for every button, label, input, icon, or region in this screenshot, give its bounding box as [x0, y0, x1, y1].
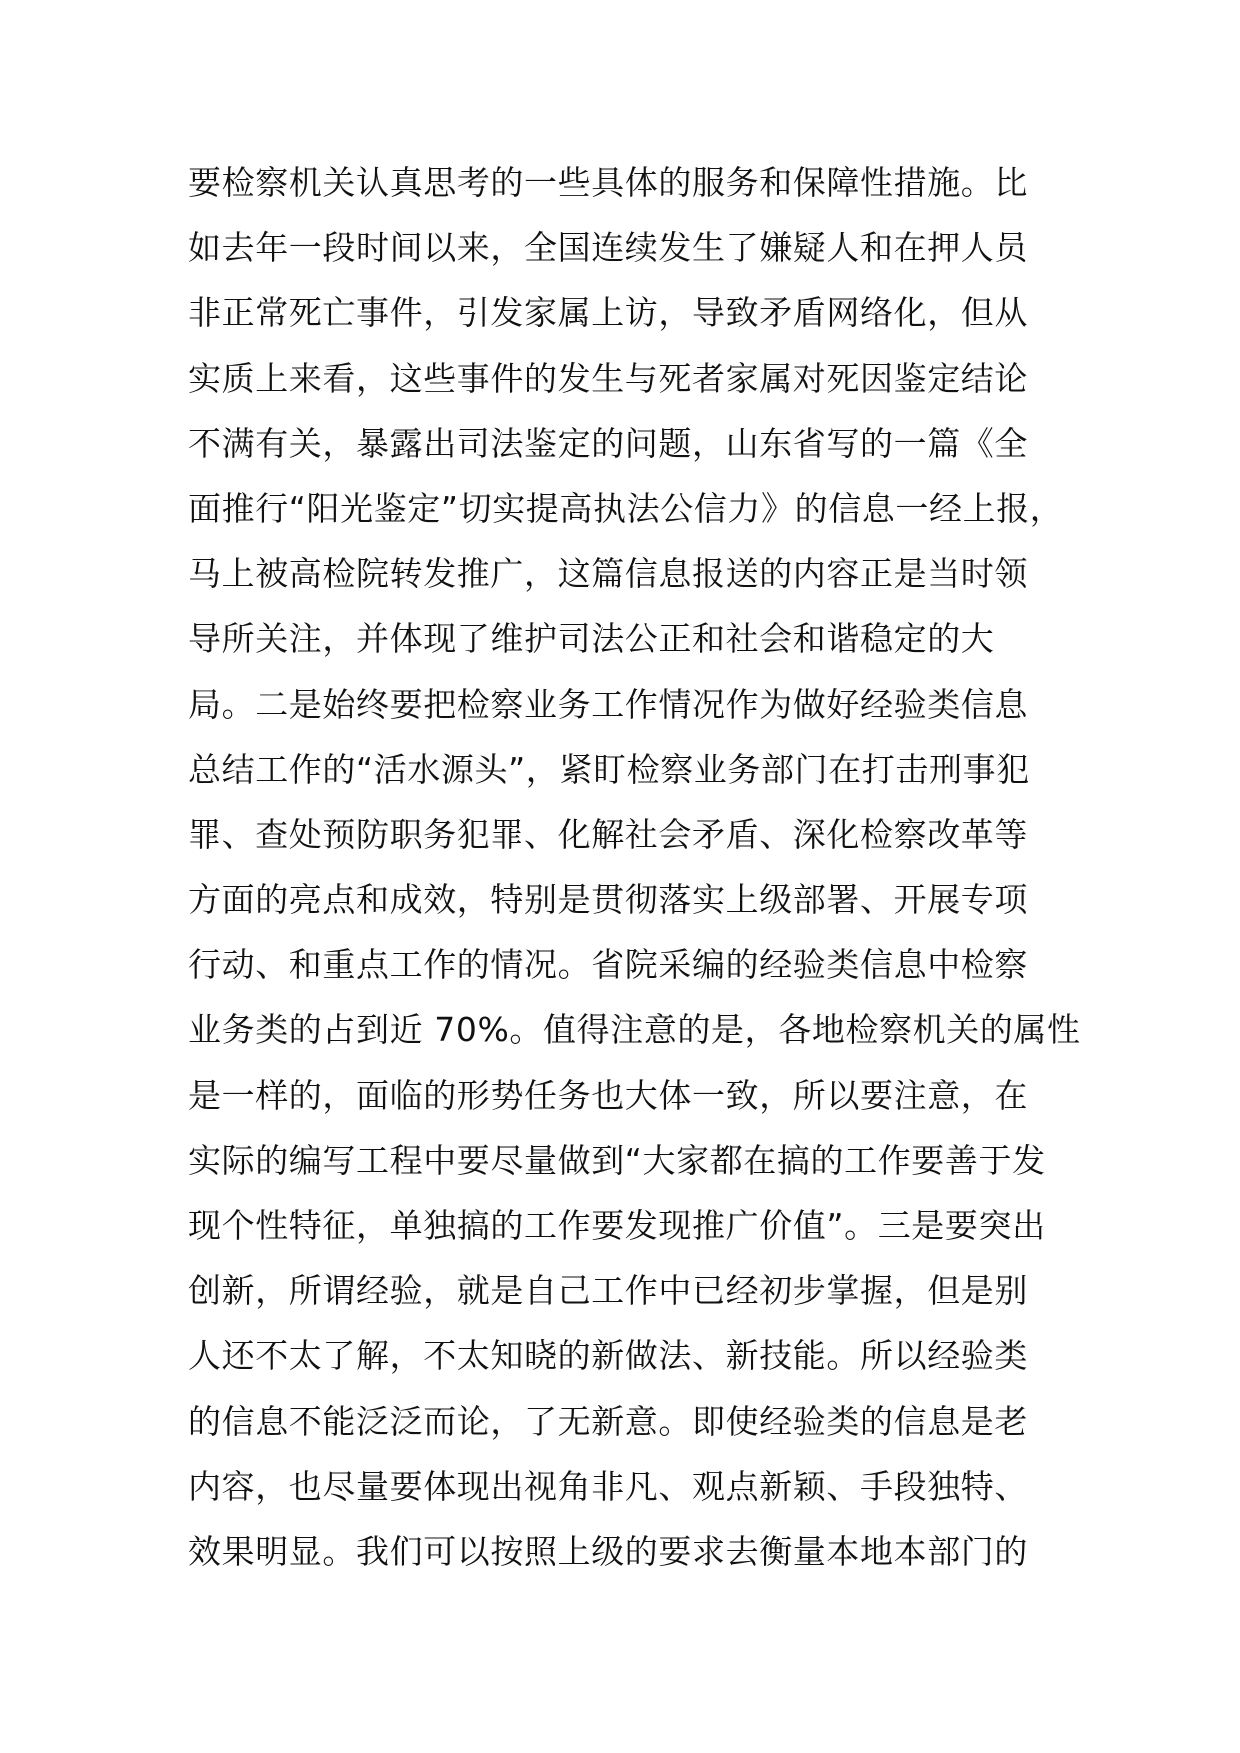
- text-line: 方面的亮点和成效，特别是贯彻落实上级部署、开展专项: [188, 880, 1028, 920]
- text-line: 实质上来看，这些事件的发生与死者家属对死因鉴定结论: [188, 358, 1028, 398]
- text-line: 人还不太了解，不太知晓的新做法、新技能。所以经验类: [188, 1336, 1028, 1376]
- body-text: [188, 156, 1088, 1590]
- text-line: 现个性特征，单独搞的工作要发现推广价值”。三是要突出: [188, 1206, 1046, 1245]
- text-line: 罪、查处预防职务犯罪、化解社会矛盾、深化检察改革等: [188, 814, 1028, 854]
- text-line: 创新，所谓经验，就是自己工作中已经初步掌握，但是别: [188, 1271, 1028, 1311]
- text-line: 非正常死亡事件，引发家属上访，导致矛盾网络化，但从: [188, 293, 1028, 333]
- text-line: 导所关注，并体现了维护司法公正和社会和谐稳定的大: [188, 619, 995, 659]
- text-line: 不满有关，暴露出司法鉴定的问题，山东省写的一篇《全: [188, 423, 1028, 463]
- text-line: 如去年一段时间以来，全国连续发生了嫌疑人和在押人员: [188, 228, 1028, 268]
- text-line: 的信息不能泛泛而论，了无新意。即使经验类的信息是老: [188, 1401, 1028, 1441]
- text-line: 面推行“阳光鉴定”切实提高执法公信力》的信息一经上报，: [188, 488, 1064, 528]
- text-line: 是一样的，面临的形势任务也大体一致，所以要注意，在: [188, 1075, 1028, 1115]
- text-line: 效果明显。我们可以按照上级的要求去衡量本地本部门的: [188, 1531, 1028, 1571]
- text-line: 局。二是始终要把检察业务工作情况作为做好经验类信息: [188, 684, 1028, 724]
- text-line: 业务类的占到近 70%。值得注意的是，各地检察机关的属性: [188, 1010, 1081, 1050]
- text-line: 实际的编写工程中要尽量做到“大家都在搞的工作要善于发: [188, 1140, 1046, 1180]
- text-line: 内容，也尽量要体现出视角非凡、观点新颖、手段独特、: [188, 1466, 1028, 1506]
- text-line: 马上被高检院转发推广，这篇信息报送的内容正是当时领: [188, 554, 1028, 594]
- text-line: 总结工作的“活水源头”，紧盯检察业务部门在打击刑事犯: [188, 749, 1030, 789]
- text-line: 行动、和重点工作的情况。省院采编的经验类信息中检察: [188, 945, 1028, 985]
- text-line: 要检察机关认真思考的一些具体的服务和保障性措施。比: [188, 163, 1028, 202]
